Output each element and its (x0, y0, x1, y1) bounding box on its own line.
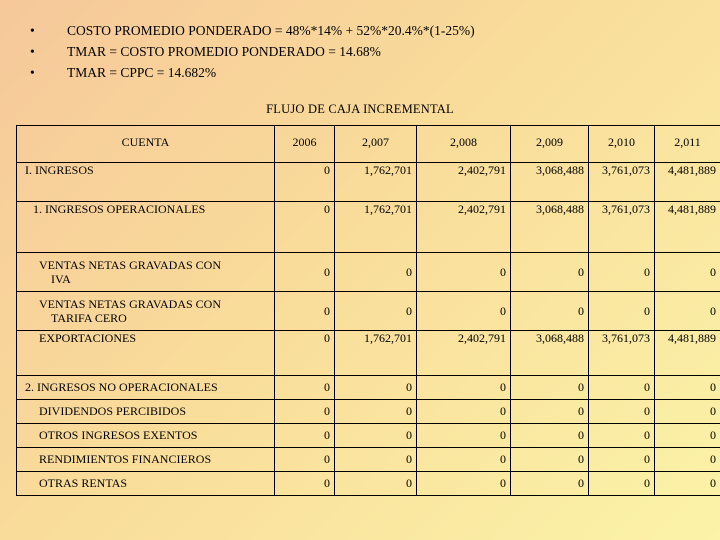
row-label: EXPORTACIONES (17, 331, 275, 376)
cell-value: 3,068,488 (511, 202, 589, 253)
cell-value: 0 (275, 163, 335, 202)
table-header-row (17, 126, 720, 163)
header-year: 2,008 (417, 126, 511, 163)
cell-value: 0 (511, 472, 589, 496)
cell-value: 0 (589, 424, 655, 448)
cell-value: 0 (335, 448, 417, 472)
cell-value: 0 (275, 202, 335, 253)
cell-value: 0 (275, 400, 335, 424)
cell-value: 0 (655, 253, 720, 292)
cell-value: 0 (335, 472, 417, 496)
cell-value: 0 (511, 424, 589, 448)
cell-value: 0 (655, 400, 720, 424)
table-row (17, 163, 720, 202)
cell-value: 0 (335, 292, 417, 331)
row-label (17, 253, 275, 292)
cell-value: 1,762,701 (335, 202, 417, 253)
cell-value: 0 (655, 292, 720, 331)
row-label: OTROS INGRESOS EXENTOS (17, 424, 275, 448)
cell-value: 0 (511, 448, 589, 472)
cell-value: 0 (335, 376, 417, 400)
row-label: 2. INGRESOS NO OPERACIONALES (17, 376, 275, 400)
table-row (17, 448, 720, 472)
cell-value: 0 (275, 253, 335, 292)
bullet-icon: • (30, 44, 35, 59)
cell-value: 3,761,073 (589, 163, 655, 202)
bullet-icon: • (30, 23, 35, 38)
cell-value: 0 (511, 376, 589, 400)
cell-value: 0 (417, 472, 511, 496)
cell-value: 0 (417, 448, 511, 472)
cell-value: 0 (417, 376, 511, 400)
table-row (17, 253, 720, 292)
cell-value: 0 (511, 400, 589, 424)
row-label-line: TARIFA CERO (51, 311, 127, 325)
cell-value: 0 (417, 253, 511, 292)
cash-flow-table (16, 125, 720, 496)
formula-text: TMAR = CPPC = 14.682% (67, 65, 217, 80)
table-row (17, 472, 720, 496)
header-year: 2,009 (511, 126, 589, 163)
cell-value: 0 (335, 400, 417, 424)
cell-value: 3,068,488 (511, 163, 589, 202)
cell-value: 0 (589, 376, 655, 400)
row-label: RENDIMIENTOS FINANCIEROS (17, 448, 275, 472)
formula-item (30, 41, 475, 62)
table-row (17, 331, 720, 376)
cell-value: 0 (655, 424, 720, 448)
row-label-line: VENTAS NETAS GRAVADAS CON (39, 258, 221, 272)
cell-value: 0 (275, 331, 335, 376)
cell-value: 0 (417, 424, 511, 448)
header-year: 2,010 (589, 126, 655, 163)
row-label-line: VENTAS NETAS GRAVADAS CON (39, 297, 221, 311)
table-row (17, 424, 720, 448)
cell-value: 0 (589, 448, 655, 472)
cell-value: 0 (589, 400, 655, 424)
cell-value: 4,481,889 (655, 331, 720, 376)
formula-item (30, 62, 475, 83)
table-row (17, 202, 720, 253)
row-label: I. INGRESOS (17, 163, 275, 202)
cell-value: 3,761,073 (589, 202, 655, 253)
row-label: DIVIDENDOS PERCIBIDOS (17, 400, 275, 424)
header-year: 2,007 (335, 126, 417, 163)
cell-value: 0 (655, 376, 720, 400)
cell-value: 0 (275, 376, 335, 400)
row-label-line: IVA (51, 272, 71, 286)
cell-value: 0 (655, 472, 720, 496)
cell-value: 3,068,488 (511, 331, 589, 376)
cell-value: 4,481,889 (655, 202, 720, 253)
cell-value: 2,402,791 (417, 331, 511, 376)
formula-text: TMAR = COSTO PROMEDIO PONDERADO = 14.68% (67, 44, 381, 59)
row-label (17, 292, 275, 331)
row-label: OTRAS RENTAS (17, 472, 275, 496)
cell-value: 0 (511, 253, 589, 292)
cell-value: 0 (335, 253, 417, 292)
table-row (17, 292, 720, 331)
header-year: 2,011 (655, 126, 720, 163)
cell-value: 0 (417, 292, 511, 331)
cell-value: 3,761,073 (589, 331, 655, 376)
formula-text: COSTO PROMEDIO PONDERADO = 48%*14% + 52%*20.4%*(1-25%) (67, 23, 475, 38)
cell-value: 1,762,701 (335, 163, 417, 202)
table-row (17, 376, 720, 400)
cell-value: 0 (275, 424, 335, 448)
cell-value: 0 (655, 448, 720, 472)
cell-value: 0 (589, 292, 655, 331)
table-title: FLUJO DE CAJA INCREMENTAL (266, 102, 454, 116)
cell-value: 2,402,791 (417, 163, 511, 202)
cell-value: 0 (511, 292, 589, 331)
cell-value: 0 (275, 472, 335, 496)
formula-list (30, 20, 475, 83)
cell-value: 0 (589, 472, 655, 496)
formula-item (30, 20, 475, 41)
row-label: 1. INGRESOS OPERACIONALES (17, 202, 275, 253)
cell-value: 0 (275, 448, 335, 472)
cell-value: 1,762,701 (335, 331, 417, 376)
header-cuenta: CUENTA (17, 126, 275, 163)
cell-value: 0 (589, 253, 655, 292)
cell-value: 4,481,889 (655, 163, 720, 202)
cell-value: 0 (417, 400, 511, 424)
header-year: 2006 (275, 126, 335, 163)
cell-value: 0 (335, 424, 417, 448)
cell-value: 0 (275, 292, 335, 331)
cell-value: 2,402,791 (417, 202, 511, 253)
table-row (17, 400, 720, 424)
bullet-icon: • (30, 65, 35, 80)
